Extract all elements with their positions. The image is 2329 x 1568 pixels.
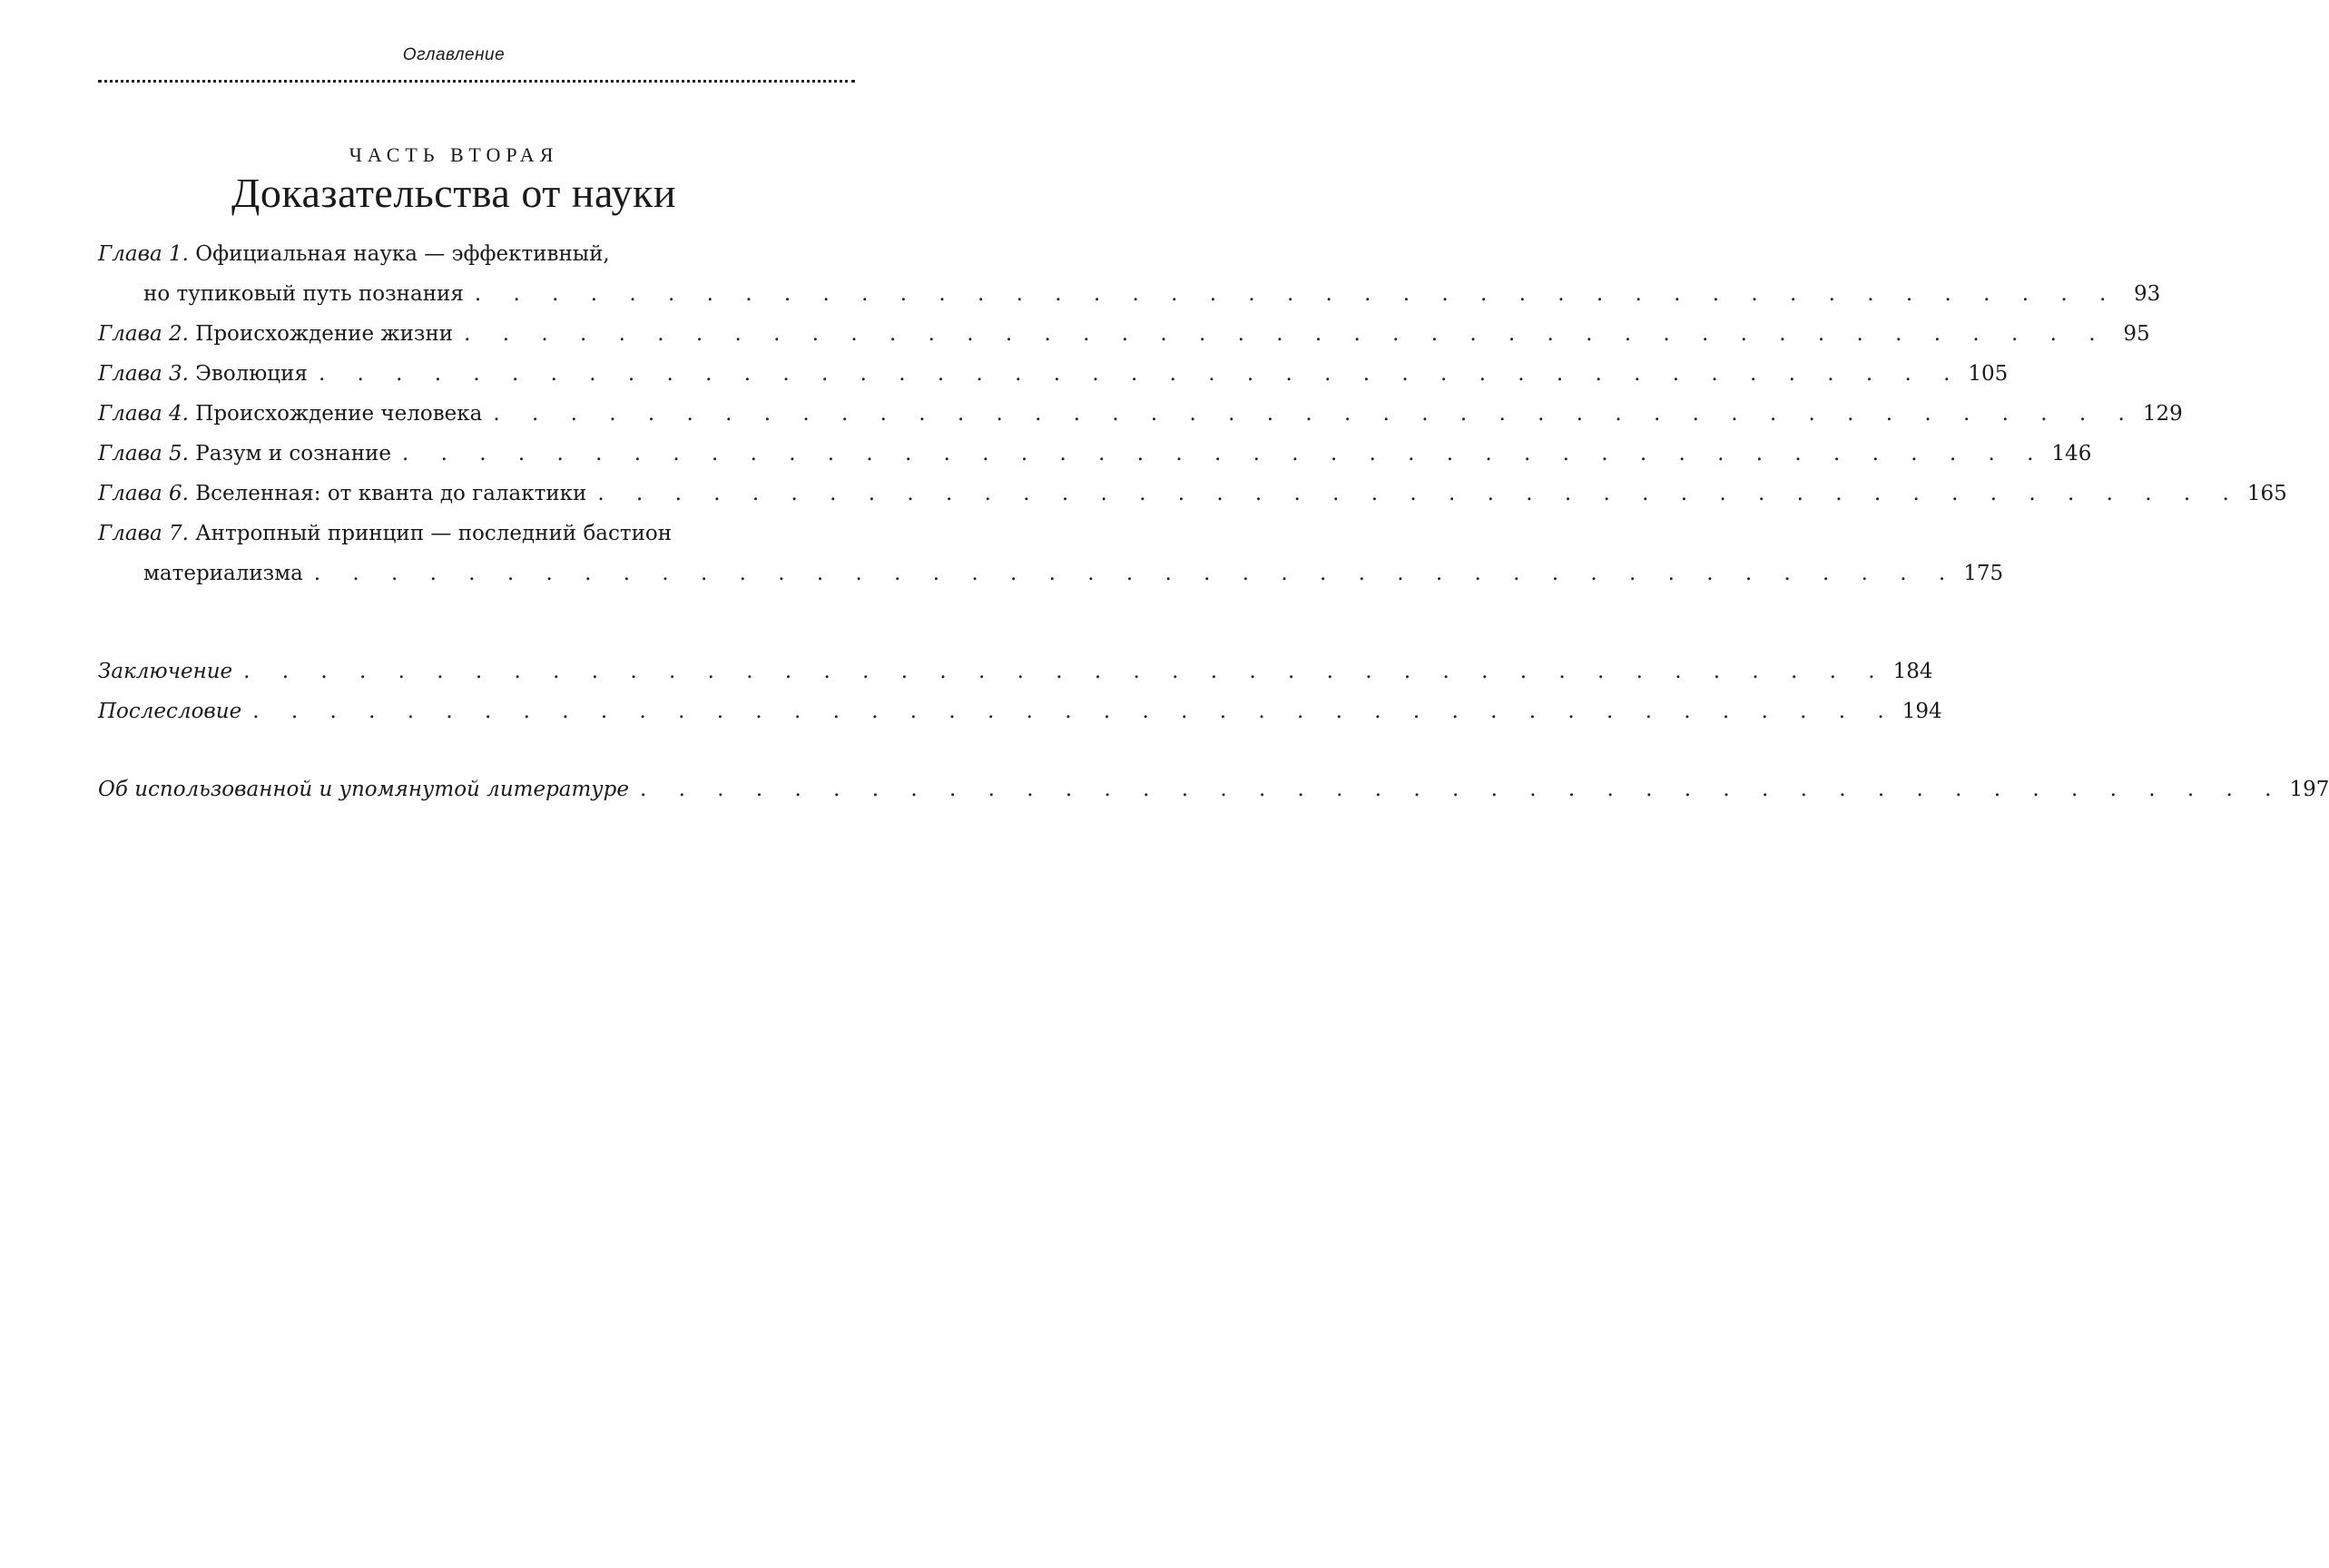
chapter-label: Глава 4.	[98, 402, 189, 426]
leader-dots: . . . . . . . . . . . . . . . . . . . . . . . . . . . . . . . . . . . . . . . . . . .	[318, 362, 1963, 386]
header-dotted-rule	[98, 80, 855, 83]
leader-dots: . . . . . . . . . . . . . . . . . . . . . . . . . . . . . . . . . . . . . . . . . . .	[243, 660, 1888, 683]
chapter-title: Происхождение жизни	[195, 322, 454, 346]
chapter-title-line2: но тупиковый путь познания	[143, 282, 464, 306]
page-number: 175	[1963, 562, 2004, 585]
leader-dots: . . . . . . . . . . . . . . . . . . . . . . . . . . . . . . . . . . . . . . . . . . .	[313, 562, 1959, 585]
page-number: 93	[2134, 282, 2161, 306]
page-number: 194	[1902, 700, 1942, 723]
toc-entry-afterword[interactable]	[98, 691, 1942, 731]
page-number: 184	[1892, 660, 1933, 683]
toc-entry-chapter-2[interactable]	[98, 314, 2150, 354]
leader-dots: . . . . . . . . . . . . . . . . . . . . . . . . . . . . . . . . . . . . . . . . . . .	[252, 700, 1897, 723]
toc-entry-chapter-1[interactable]	[98, 234, 851, 274]
toc-entry-chapter-7-cont[interactable]	[98, 554, 2004, 593]
toc-entry-chapter-4[interactable]	[98, 394, 2183, 434]
running-head: Оглавление	[402, 45, 506, 64]
toc-entry-chapter-6[interactable]	[98, 474, 2287, 514]
page-number: 165	[2246, 482, 2287, 505]
toc-entry-chapter-5[interactable]	[98, 434, 2092, 474]
part-title: Доказательства от науки	[231, 170, 676, 216]
chapter-label: Глава 6.	[98, 482, 189, 505]
chapter-title: Эволюция	[195, 362, 308, 386]
leader-dots: . . . . . . . . . . . . . . . . . . . . . . . . . . . . . . . . . . . . . . . . . . .	[597, 482, 2242, 505]
entry-title: Об использованной и упомянутой литературе	[98, 778, 629, 801]
chapter-title: Вселенная: от кванта до галактики	[195, 482, 587, 505]
chapter-title-line1: Антропный принцип — последний бастион	[195, 522, 673, 545]
chapter-label: Глава 1.	[98, 242, 189, 266]
toc-entry-chapter-1-cont[interactable]	[98, 274, 2161, 314]
chapter-label: Глава 7.	[98, 522, 189, 545]
chapter-label: Глава 3.	[98, 362, 189, 386]
leader-dots: . . . . . . . . . . . . . . . . . . . . . . . . . . . . . . . . . . . . . . . . . . .	[639, 778, 2285, 801]
part-label: ЧАСТЬ ВТОРАЯ	[349, 143, 559, 166]
toc-entry-chapter-3[interactable]	[98, 354, 2009, 394]
leader-dots: . . . . . . . . . . . . . . . . . . . . . . . . . . . . . . . . . . . . . . . . . . .	[493, 402, 2137, 426]
leader-dots: . . . . . . . . . . . . . . . . . . . . . . . . . . . . . . . . . . . . . . . . . . .	[401, 442, 2047, 466]
chapter-label: Глава 5.	[98, 442, 189, 466]
toc-back-matter	[98, 652, 1942, 731]
toc-chapters	[98, 234, 2287, 593]
entry-title: Послесловие	[98, 700, 242, 723]
page-number: 95	[2123, 322, 2150, 346]
toc-entry-chapter-7[interactable]	[98, 514, 851, 554]
page-number: 197	[2289, 778, 2329, 801]
entry-title: Заключение	[98, 660, 233, 683]
toc-entry-bibliography[interactable]	[98, 769, 2329, 809]
leader-dots: . . . . . . . . . . . . . . . . . . . . . . . . . . . . . . . . . . . . . . . . . . .	[474, 282, 2119, 306]
chapter-title-line2: материализма	[143, 562, 303, 585]
chapter-title-line1: Официальная наука — эффективный,	[195, 242, 610, 266]
page-number: 105	[1968, 362, 2009, 386]
toc-bibliography	[98, 769, 2329, 809]
chapter-title: Происхождение человека	[195, 402, 483, 426]
chapter-title: Разум и сознание	[195, 442, 391, 466]
chapter-label: Глава 2.	[98, 322, 189, 346]
toc-entry-conclusion[interactable]	[98, 652, 1933, 691]
page-number: 146	[2051, 442, 2092, 466]
leader-dots: . . . . . . . . . . . . . . . . . . . . . . . . . . . . . . . . . . . . . . . . . . .	[464, 322, 2108, 346]
page-number: 129	[2142, 402, 2183, 426]
